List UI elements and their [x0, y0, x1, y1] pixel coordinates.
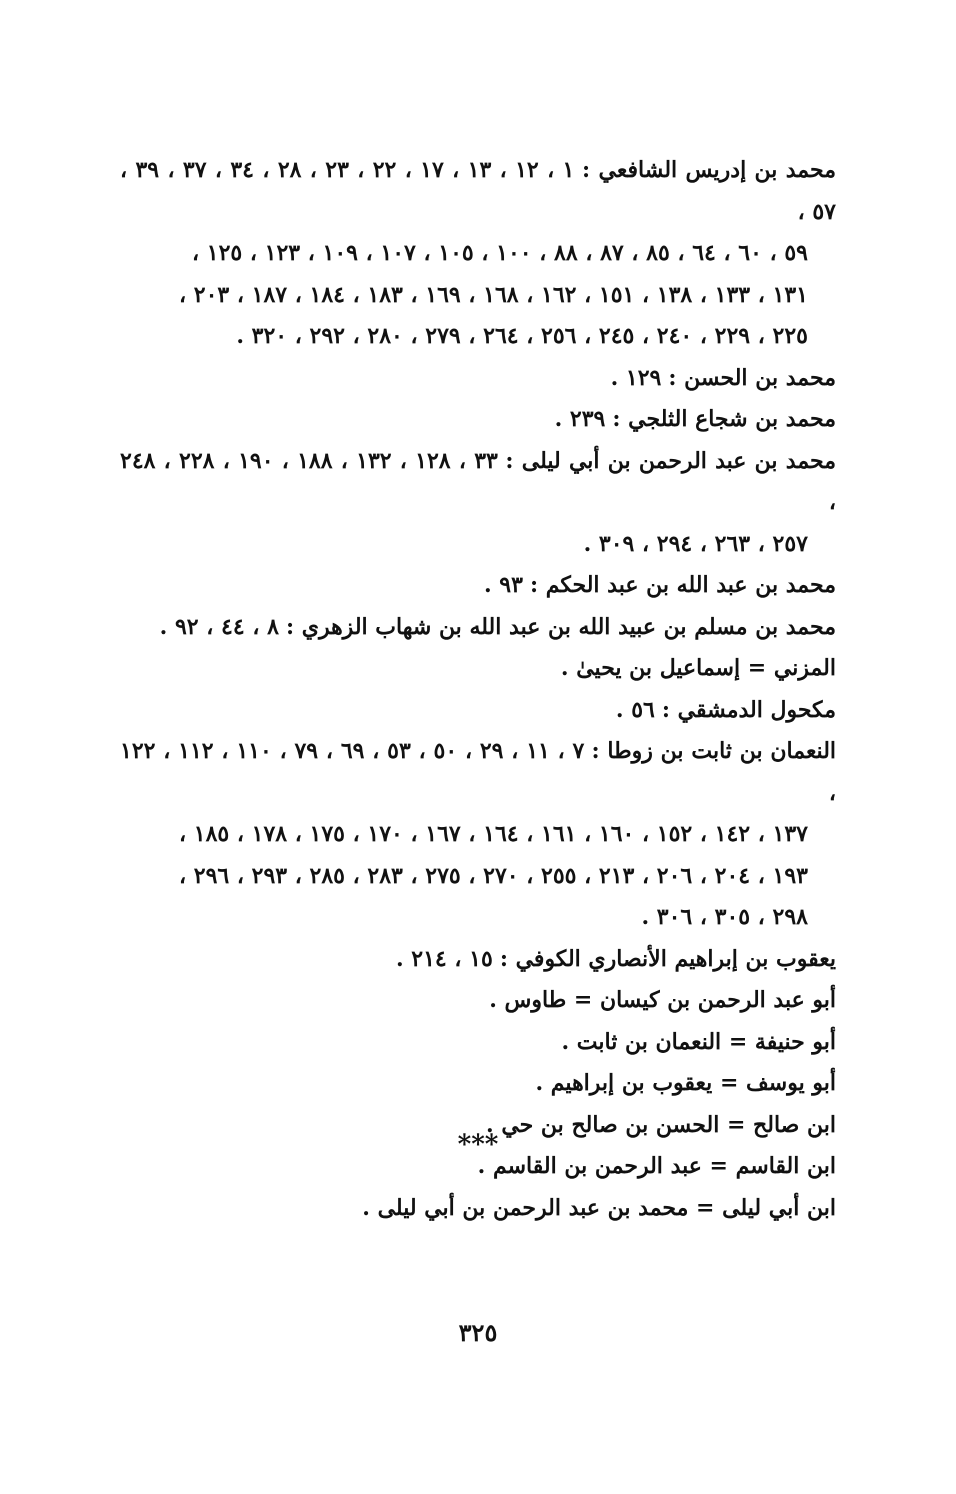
index-entry [120, 980, 836, 1022]
entry-name: محمد بن إدريس الشافعي : [582, 157, 837, 183]
entry-page-refs: ٢٣٩ . [554, 406, 606, 432]
entry-page-refs: ٣٣ ، ١٢٨ ، ١٣٢ ، ١٨٨ ، ١٩٠ ، ٢٢٨ ، ٢٤٨ ، [120, 447, 836, 515]
entry-page-refs-continued: ١٩٣ ، ٢٠٤ ، ٢٠٦ ، ٢١٣ ، ٢٥٥ ، ٢٧٠ ، ٢٧٥ ، ٢٨٣ ، ٢٨٥ ، ٢٩٣ ، ٢٩٦ ، [179, 862, 808, 889]
entry-page-refs-continued: ١٣١ ، ١٣٣ ، ١٣٨ ، ١٥١ ، ١٦٢ ، ١٦٨ ، ١٦٩ ، ١٨٣ ، ١٨٤ ، ١٨٧ ، ٢٠٣ ، [179, 281, 808, 308]
entry-first-line [120, 565, 836, 607]
entry-first-line [120, 1188, 836, 1230]
entry-name: محمد بن شجاع الثلجي : [612, 406, 836, 432]
entry-page-refs-continued: ٥٩ ، ٦٠ ، ٦٤ ، ٨٥ ، ٨٧ ، ٨٨ ، ١٠٠ ، ١٠٥ ، ١٠٧ ، ١٠٩ ، ١٢٣ ، ١٢٥ ، [192, 240, 808, 266]
entry-first-line [120, 648, 836, 690]
entry-first-line [120, 1022, 836, 1064]
index-entry [120, 1022, 836, 1064]
entry-name: محمد بن عبد الرحمن بن أبي ليلى : [505, 447, 837, 474]
entry-first-line [120, 690, 836, 732]
entry-page-refs-continued: ٢٢٥ ، ٢٢٩ ، ٢٤٠ ، ٢٤٥ ، ٢٥٦ ، ٢٦٤ ، ٢٧٩ ، ٢٨٠ ، ٢٩٢ ، ٣٢٠ . [236, 323, 808, 349]
entry-first-line [120, 731, 836, 814]
entry-name: أبو عبد الرحمن بن كيسان = طاوس . [489, 987, 836, 1013]
entry-name: محمد بن مسلم بن عبيد الله بن عبد الله بن شهاب الزهري : [285, 613, 836, 640]
entry-first-line [120, 150, 836, 233]
entry-page-refs: ٥٦ . [615, 696, 655, 723]
index-entry [120, 358, 836, 400]
entry-page-refs: ٨ ، ٤٤ ، ٩٢ . [159, 613, 279, 640]
entry-page-refs-continued: ١٣٧ ، ١٤٢ ، ١٥٢ ، ١٦٠ ، ١٦١ ، ١٦٤ ، ١٦٧ ، ١٧٠ ، ١٧٥ ، ١٧٨ ، ١٨٥ ، [179, 821, 808, 847]
index-entry [120, 150, 836, 358]
index-entry [120, 731, 836, 939]
entry-page-refs: ١ ، ١٢ ، ١٣ ، ١٧ ، ٢٢ ، ٢٣ ، ٢٨ ، ٣٤ ، ٣٧ ، ٣٩ ، ٥٧ ، [120, 157, 836, 225]
entry-page-refs: ١٢٩ . [610, 364, 662, 391]
entry-first-line [120, 399, 836, 441]
entry-name: ابن القاسم = عبد الرحمن بن القاسم . [477, 1153, 836, 1179]
index-entry [120, 648, 836, 690]
index-entry [120, 565, 836, 607]
entry-name: ابن أبي ليلى = محمد بن عبد الرحمن بن أبي ليلى . [362, 1194, 836, 1221]
entry-name: محمد بن الحسن : [668, 364, 836, 391]
entry-name: ابن صالح = الحسن بن صالح بن حي . [486, 1111, 836, 1138]
entry-first-line [120, 607, 836, 649]
entry-name: أبو حنيفة = النعمان بن ثابت . [561, 1028, 836, 1055]
entry-first-line [120, 441, 836, 524]
index-entry [120, 607, 836, 649]
index-entry [120, 1063, 836, 1105]
index-entry [120, 690, 836, 732]
name-index [120, 150, 836, 1229]
entry-name: محمد بن عبد الله بن عبد الحكم : [529, 572, 836, 598]
index-entry [120, 399, 836, 441]
separator-asterisks: *** [457, 1130, 499, 1160]
entry-name: النعمان بن ثابت بن زوطا : [591, 738, 837, 764]
entry-first-line [120, 980, 836, 1022]
entry-page-refs-continued: ٢٩٨ ، ٣٠٥ ، ٣٠٦ . [641, 904, 808, 930]
entry-first-line [120, 939, 836, 981]
entry-name: يعقوب بن إبراهيم الأنصاري الكوفي : [499, 945, 836, 972]
entry-first-line [120, 1063, 836, 1105]
entry-name: مكحول الدمشقي : [661, 696, 836, 723]
index-entry [120, 939, 836, 981]
entry-page-refs: ١٥ ، ٢١٤ . [395, 945, 493, 972]
entry-page-refs: ٧ ، ١١ ، ٢٩ ، ٥٠ ، ٥٣ ، ٦٩ ، ٧٩ ، ١١٠ ، ١١٢ ، ١٢٢ ، [120, 738, 836, 806]
index-entry [120, 1188, 836, 1230]
entry-name: المزني = إسماعيل بن يحيىٰ . [560, 655, 836, 681]
entry-first-line [120, 358, 836, 400]
index-entry [120, 441, 836, 566]
entry-name: أبو يوسف = يعقوب بن إبراهيم . [535, 1070, 836, 1096]
section-separator [0, 1128, 956, 1162]
entry-page-refs: ٩٣ . [483, 572, 523, 598]
page-number: ٣٢٥ [458, 1318, 498, 1347]
entry-page-refs-continued: ٢٥٧ ، ٢٦٣ ، ٢٩٤ ، ٣٠٩ . [583, 530, 808, 557]
